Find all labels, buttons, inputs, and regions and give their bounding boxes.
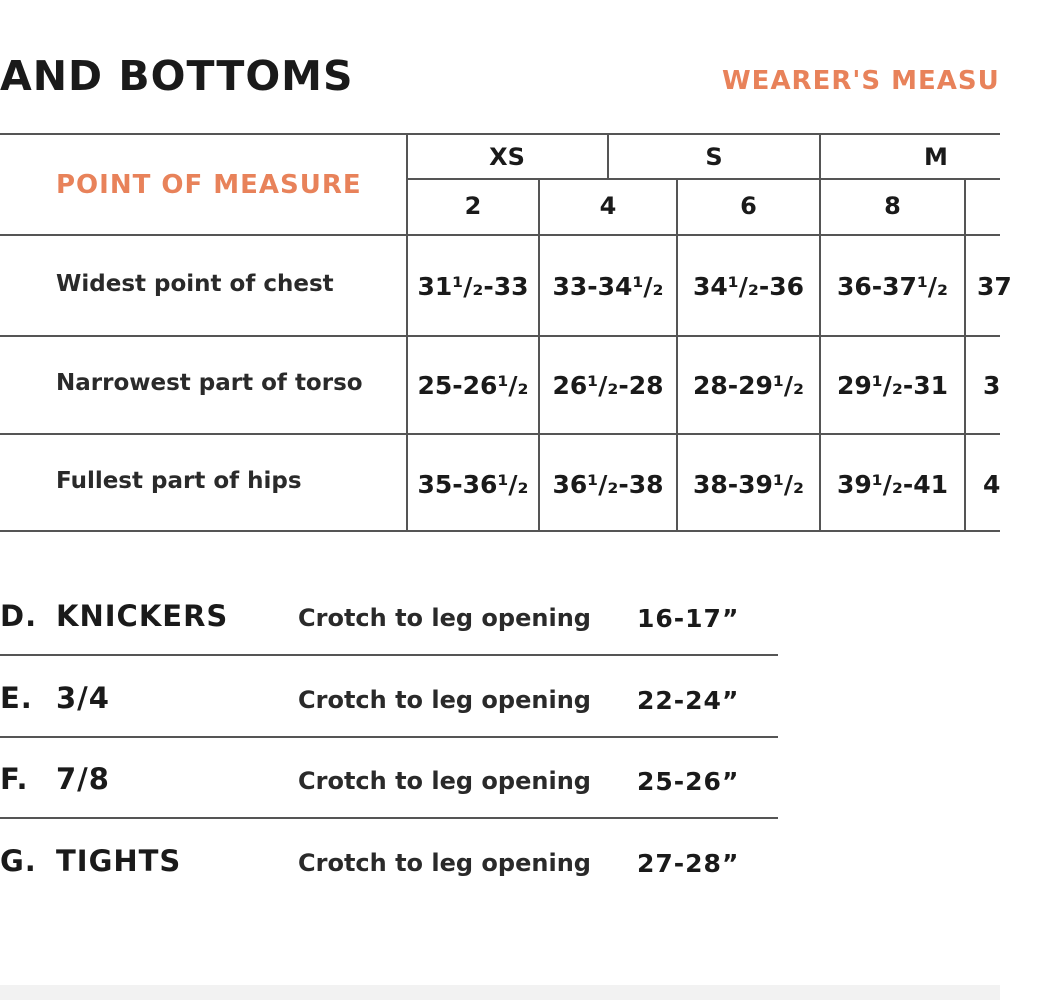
bottom-band [0,985,1000,1000]
style-name: 7/8 [56,762,110,796]
style-letter: D. [0,599,38,633]
row-divider [0,433,1000,435]
size-group-divider [407,178,1000,180]
table-cell: 33-34¹/₂ [552,272,664,301]
size-8: 8 [884,192,901,220]
style-value: 25-26” [637,767,740,796]
style-measure: Crotch to leg opening [298,604,591,632]
style-value: 27-28” [637,849,740,878]
style-measure: Crotch to leg opening [298,767,591,795]
row-divider [0,335,1000,337]
table-cell: 36-37¹/₂ [837,272,948,301]
size-group-xs: XS [489,143,525,171]
size-2: 2 [464,192,482,220]
table-cell: 4 [983,470,1001,499]
column-divider [964,178,966,532]
table-cell: 26¹/₂-28 [552,371,664,400]
size-6: 6 [740,192,757,220]
style-value: 16-17” [637,604,740,633]
style-name: KNICKERS [56,599,229,633]
style-divider [0,736,778,738]
style-letter: F. [0,762,29,796]
table-cell: 39¹/₂-41 [837,470,948,499]
row-label-hips: Fullest part of hips [56,468,302,494]
header-bottom-border [0,234,1000,236]
table-cell: 25-26¹/₂ [417,371,529,400]
style-measure: Crotch to leg opening [298,849,591,877]
table-cell: 36¹/₂-38 [552,470,664,499]
size-4: 4 [599,192,617,220]
style-letter: G. [0,844,37,878]
page-title: AND BOTTOMS [0,52,354,100]
row-label-chest: Widest point of chest [56,271,334,297]
size-group-s: S [705,143,723,171]
table-cell: 35-36¹/₂ [417,470,529,499]
table-top-border [0,133,1000,135]
style-divider [0,817,778,819]
table-cell: 38-39¹/₂ [693,470,804,499]
table-bottom-border [0,530,1000,532]
table-cell: 29¹/₂-31 [837,371,948,400]
table-cell: 28-29¹/₂ [693,371,804,400]
style-letter: E. [0,681,33,715]
style-value: 22-24” [637,686,740,715]
style-measure: Crotch to leg opening [298,686,591,714]
point-of-measure-label: POINT OF MEASURE [56,170,362,200]
row-label-torso: Narrowest part of torso [56,370,363,396]
section-subtitle: WEARER'S MEASU [722,66,1000,96]
table-cell: 3 [983,371,1001,400]
table-cell: 37 [977,272,1012,301]
style-divider [0,654,778,656]
style-name: 3/4 [56,681,110,715]
table-cell: 34¹/₂-36 [693,272,804,301]
style-name: TIGHTS [56,844,182,878]
table-cell: 31¹/₂-33 [417,272,529,301]
size-group-m: M [924,143,948,171]
